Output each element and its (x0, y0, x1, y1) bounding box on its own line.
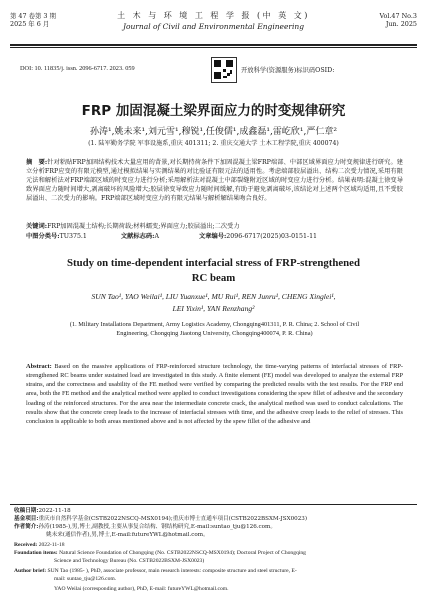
abstract-en (26, 362, 403, 426)
affiliations-cn: (1. 陆军勤务学院 军事设施系,重庆 401311; 2. 重庆交通大学 土木工程学院,重庆 400074) (88, 140, 339, 147)
affiliations-en-line2: Engineering, Chongqing Jiaotong University, Chongqing400074, P. R. China) (116, 329, 313, 337)
author-cn-label: 作者简介: (14, 524, 39, 530)
article-number-label: 文章编号: (198, 233, 227, 240)
footnote-author-cn (14, 523, 413, 531)
received-en-label: Received: (14, 542, 38, 548)
footnote-fund-en (14, 549, 413, 557)
journal-name-en: Journal of Civil and Environmental Engineering (122, 22, 305, 31)
volume-issue-en: Vol.47 No.3 (379, 12, 417, 20)
volume-issue-cn: 第 47 卷第 3 期 (10, 12, 56, 20)
keywords-cn-text: FRP加固混凝土结构;长期荷载;材料蠕变;界面应力;胶层溢出;二次受力 (47, 223, 240, 230)
footnote-corr-cn: 姚未来(通信作者),男,博士,E-mail:futureYWL@hotmail.com。 (46, 532, 209, 538)
title-cn: FRP 加固混凝土梁界面应力的时变规律研究 (81, 103, 346, 119)
affiliations-en-line1: (1. Military Installations Department, Army Logistics Academy, Chongqing401311, P. R. China; 2. School of Civil (69, 321, 360, 328)
abstract-cn-label: 摘 要: (26, 159, 48, 166)
footnote-fund-cn (14, 515, 413, 523)
abstract-en-text: Based on the massive applications of FRP-reinforced structure technology, the time-varying patterns of interfacial stresses of FRP-strengthened RC beams under sustained load are investigated in this study. A finite element (FE) model was developed to analyze the external FRP strains, and the correctness and usability of the FE method were verified by comparing the predicted results with the test results. For the FRP end area, both the FE method and the analytical method were applied to conduct investigations considering the spew fillet of adhesive and the secondary loading of the reinforced structures. For the area near the intermediate concrete crack, the analytical method was used to conduct calculations. The results show that the concrete creep leads to the increase of interfacial stresses with time, and the adhesive creep leads to the relief of stresses. This conclusion is applicable to both areas mentioned above and is not affected by the spew fillet of the adhesive and (26, 363, 403, 425)
footnote-received-en (14, 541, 413, 549)
osid-label: 开放科学(资源服务)标识码OSID: (241, 67, 335, 74)
received-cn-date: 2022-11-18 (38, 508, 71, 514)
abstract-cn-text: 针对粘贴FRP加固结构技术大量应用的背景,对长期持荷条件下加固混凝土梁FRP端部、中部区域界面应力时变规律进行研究。建立分析FRP应变的有限元模型,通过模拟结果与实测结果的对比验证有限元法的适用性。考虑端部胶层溢出、结构二次受力情况,采用有限元法和解析法对FRP端部区域的时变应力进行分析;采用解析法对混凝土中部裂缝附近区域的时变应力进行分析。结果表明:混凝土徐变导致界面应力随时间增大,剥离破坏的风险增大;胶层徐变导致应力随时间缓解,有助于避免剥离破坏,该结论对上述两个区域均适用,且不受胶层溢出、二次受力的影响。FRP端部区域时变应力的有限元结果与解析解结果吻合良好。 (26, 159, 403, 203)
footnote-author-en-line2: mail: suntao_tju@126.com. (54, 576, 117, 582)
title-en (0, 256, 427, 286)
journal-name (10, 10, 417, 31)
footnote-received-cn (14, 507, 413, 515)
keywords-cn-label: 关键词: (26, 223, 48, 230)
article-number-value: 2096-6717(2025)03-0151-11 (226, 233, 318, 240)
fund-cn-text: 重庆市自然科学基金(CSTB2022NSCQ-MSX0194);重庆市博士直通车项目(CSTB2022BSXM-JSX0023) (38, 516, 308, 522)
authors-en-line1: SUN Tao¹, YAO Weilai¹, LIU Yuanxue¹, MU Rui¹, REN Junru¹, CHENG Xinglei¹, (91, 292, 336, 301)
authors-en-line2: LEI Yixin¹, YAN Renzhang² (172, 304, 255, 313)
footnote-corr-en: YAO Weilai (corresponding author), PhD, E-mail: futureYWL@hotmail.com. (54, 586, 229, 592)
title-en-line1: Study on time-dependent interfacial stress of FRP-strengthened (67, 257, 360, 269)
received-en-date: 2022-11-18 (38, 542, 65, 548)
journal-header (10, 6, 417, 44)
classification-cn (26, 231, 317, 240)
doc-code-label: 文献标志码: (120, 233, 155, 240)
authors-en (0, 291, 427, 315)
doc-code-value: A (154, 233, 159, 240)
fund-cn-label: 基金项目: (14, 516, 39, 522)
issue-info-en (379, 12, 417, 28)
qr-code-icon[interactable] (211, 57, 237, 83)
clc-value: TU375.1 (59, 233, 87, 240)
authors-cn: 孙涛¹,姚未来¹,刘元雪¹,穆锐¹,任俊儒¹,成鑫磊¹,雷屹欣¹,严仁章² (90, 127, 337, 137)
fund-en-label: Foundation items: (14, 550, 58, 556)
header-rule-thick (10, 44, 417, 46)
keywords-cn (26, 222, 403, 231)
received-cn-label: 收稿日期: (14, 508, 39, 514)
title-en-line2: RC beam (191, 272, 236, 284)
fund-en-line1: Natural Science Foundation of Chongqing (No. CSTB2022NSCQ-MSX0194); Doctoral Project of Chongqing (59, 550, 306, 556)
footnote-fund-en-line2: Science and Technology Bureau (No. CSTB2022BSXM-JSX0023) (54, 558, 205, 564)
footnote-rule (10, 504, 417, 505)
clc-label: 中图分类号: (26, 233, 60, 240)
abstract-cn (26, 158, 403, 203)
footnote-author-en (14, 567, 413, 575)
doi-text[interactable]: DOI: 10. 11835/j. issn. 2096-6717. 2023. 059 (20, 65, 135, 72)
date-cn: 2025 年 6 月 (10, 20, 50, 28)
affiliations-en (26, 321, 403, 339)
date-en: Jun. 2025 (385, 20, 417, 28)
author-cn-text: 孙涛(1985-),男,博士,副教授,主要从事复合结构、钢结构研究,E-mail:suntao_tju@126.com。 (38, 524, 276, 530)
author-en-line1: SUN Tao (1985- ), PhD, associate professor, main research interests: composite structure and steel structure, E- (47, 568, 297, 574)
author-en-label: Author brief: (14, 568, 47, 574)
abstract-en-label: Abstract: (26, 363, 52, 370)
header-rule-thin (10, 47, 417, 48)
journal-name-cn: 土 木 与 环 境 工 程 学 报 (中 英 文) (117, 11, 310, 20)
